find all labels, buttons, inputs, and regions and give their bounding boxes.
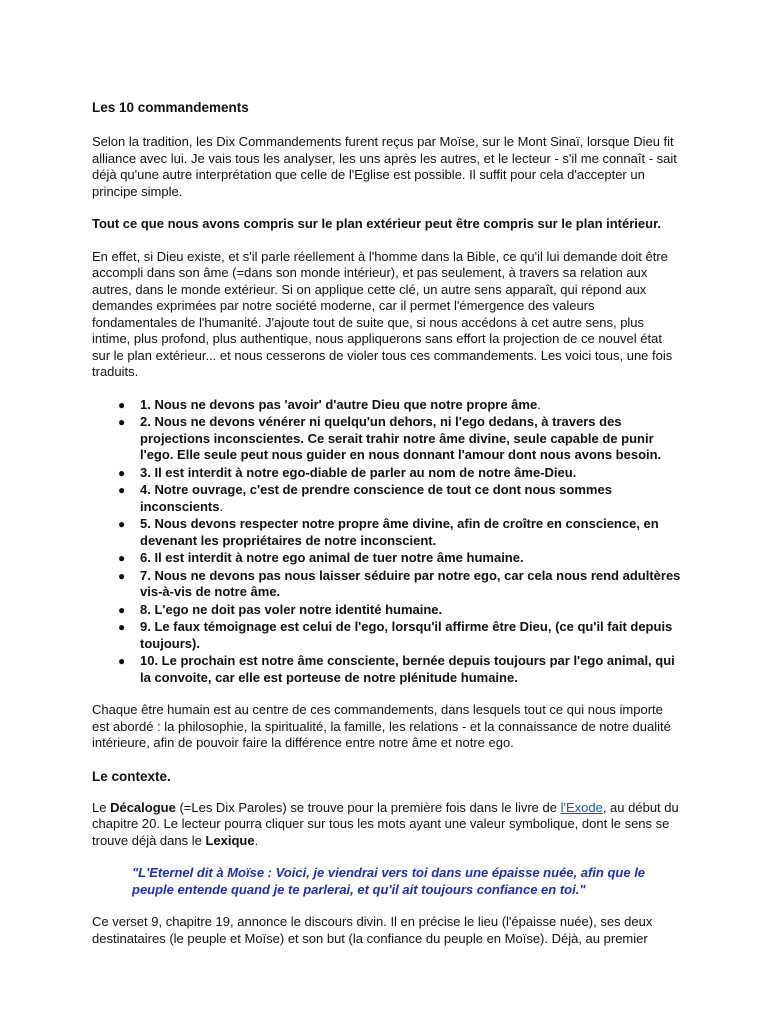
context-text: Le (92, 799, 111, 815)
list-item (92, 653, 682, 686)
bullet-icon: ● (118, 568, 126, 583)
verse-paragraph: Ce verset 9, chapitre 19, annonce le discours divin. Il en précise le lieu (l'épaisse nuée), ses deux destinataires (le peuple et Moïse) et son but (la confiance du peuple en Moïse). Déjà, au premier (92, 914, 653, 946)
list-item-text: 6. Il est interdit à notre ego animal de tuer notre âme humaine. (140, 550, 524, 565)
bullet-icon: ● (118, 397, 126, 412)
bullet-icon: ● (118, 517, 126, 531)
list-item (92, 397, 682, 414)
bullet-icon: ● (118, 551, 126, 565)
list-item (92, 465, 682, 482)
list-item (92, 568, 682, 601)
principle-paragraph: Tout ce que nous avons compris sur le plan extérieur peut être compris sur le plan intérieur. (92, 216, 662, 231)
list-item (92, 414, 682, 464)
list-item (92, 482, 682, 515)
decalogue-term: Décalogue (110, 799, 176, 815)
list-item-tail: . (219, 498, 224, 514)
list-item-text: 5. Nous devons respecter notre propre âme divine, afin de croître en conscience, en devenant les propriétaires de notre inconscient. (140, 516, 659, 548)
bullet-icon: ● (118, 620, 126, 634)
list-item-text: 2. Nous ne devons vénérer ni quelqu'un dehors, ni l'ego dedans, à travers des projections inconscientes. Ce serait trahir notre âme divine, seule capable de punir l'ego. Elle seule peut nous guider en nous donnant l'amour dont nous avons besoin. (140, 414, 662, 462)
list-item-text: 7. Nous ne devons pas nous laisser séduire par notre ego, car cela nous rend adultères vis-à-vis de notre âme. (140, 567, 681, 599)
lexique-term: Lexique (205, 832, 255, 848)
context-paragraph (92, 800, 682, 850)
intro-paragraph: Selon la tradition, les Dix Commandements furent reçus par Moïse, sur le Mont Sinaï, lorsque Dieu fit alliance avec lui. Je vais tous les analyser, les uns après les autres, et le lecteur - s'il me connaît - sait déjà qu'une autre interprétation que celle de l'Eglise est possible. Il suffit pour cela d'accepter un principe simple. (92, 134, 677, 199)
section-heading: Le contexte. (92, 768, 171, 784)
list-item-text: 1. Nous ne devons pas 'avoir' d'autre Dieu que notre propre âme (140, 396, 538, 412)
explanation-paragraph: En effet, si Dieu existe, et s'il parle réellement à l'homme dans la Bible, ce qu'il lui demande doit être accompli dans son âme (=dans son monde intérieur), et pas seulement, à travers sa relation aux autres, dans le monde extérieur. Si on applique cette clé, un autre sens apparaît, qui répond aux demandes exprimées par notre société moderne, car il permet l'émergence des valeurs fondamentales de l'humanité. J'ajoute tout de suite que, si nous accédons à cet autre sens, plus intime, plus profond, plus authentique, nous appliquerons sans effort la projection de ce nouvel état sur le plan extérieur... et nous cesserons de violer tous ces commandements. Les voici tous, une fois traduits. (92, 248, 673, 379)
summary-paragraph: Chaque être humain est au centre de ces commandements, dans lesquels tout ce qui nous importe est abordé : la philosophie, la spiritualité, la famille, les relations - et la connaissance de notre dualité intérieure, afin de pouvoir faire la différence entre notre âme et notre ego. (92, 702, 671, 750)
bullet-icon: ● (118, 465, 126, 480)
commandments-list (92, 397, 682, 687)
list-item-text: 4. Notre ouvrage, c'est de prendre conscience de tout ce dont nous sommes inconscients (140, 482, 612, 514)
page-title: Les 10 commandements (92, 100, 249, 115)
bullet-icon: ● (118, 415, 126, 429)
context-text: . (254, 832, 259, 848)
bullet-icon: ● (118, 602, 126, 617)
context-text: (=Les Dix Paroles) se trouve pour la première fois dans le livre de (175, 799, 561, 815)
list-item (92, 619, 682, 652)
bullet-icon: ● (118, 654, 126, 668)
list-item-text: 8. L'ego ne doit pas voler notre identité humaine. (140, 601, 443, 617)
bible-quote: "L'Eternel dit à Moïse : Voici, je viendrai vers toi dans une épaisse nuée, afin que le peuple entende quand je te parlerai, et qu'il ait toujours confiance en toi." (132, 865, 646, 897)
bullet-icon: ● (118, 483, 126, 497)
list-item-text: 3. Il est interdit à notre ego-diable de parler au nom de notre âme-Dieu. (140, 464, 577, 480)
list-item (92, 602, 682, 619)
context-text: , au début du chapitre 20. Le lecteur pourra cliquer sur tous les mots ayant une valeur symbolique, dont le sens se trouve déjà dans le (92, 799, 679, 848)
list-item-text: 10. Le prochain est notre âme consciente, bernée depuis toujours par l'ego animal, qui la convoite, car elle est porteuse de notre plénitude humaine. (140, 653, 675, 685)
list-item-text: 9. Le faux témoignage est celui de l'ego, lorsqu'il affirme être Dieu, (ce qu'il fait depuis toujours). (140, 619, 673, 651)
document-page (92, 99, 682, 963)
exode-link[interactable]: l'Exode (560, 799, 603, 815)
list-item-tail: . (537, 396, 541, 412)
list-item (92, 550, 682, 567)
list-item (92, 516, 682, 549)
